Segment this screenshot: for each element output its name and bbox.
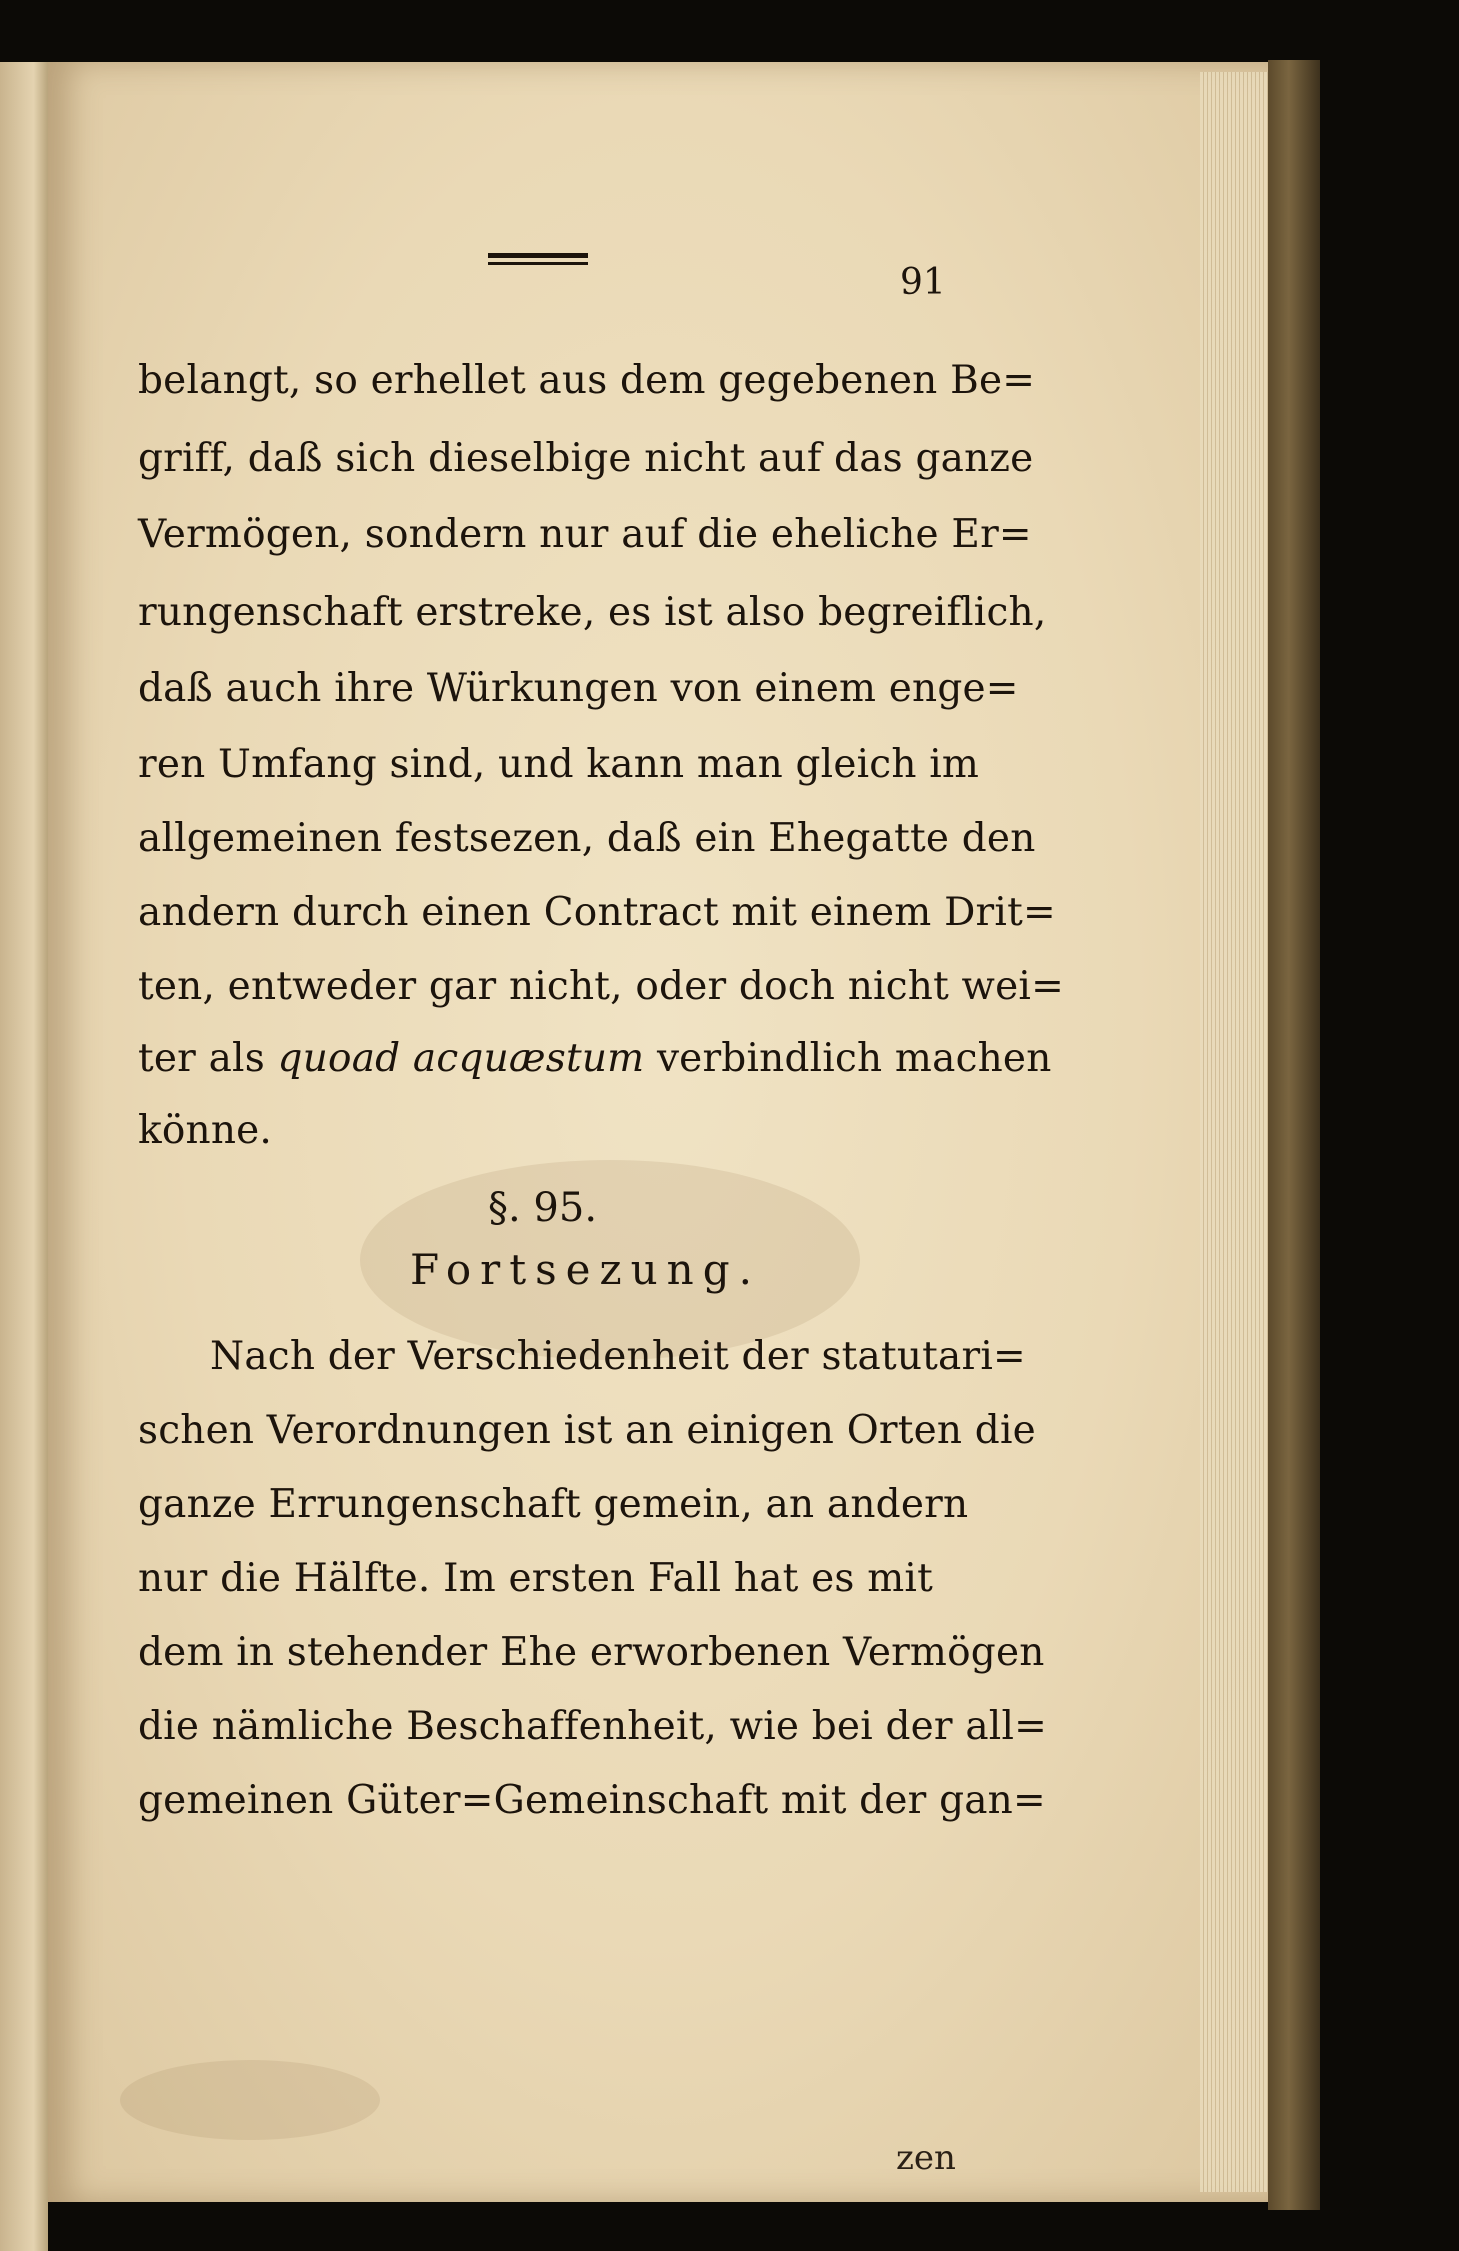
section-line-5: dem in stehender Ehe erworbenen Vermögen — [138, 1630, 1045, 1675]
body-line-10 — [138, 1036, 1052, 1081]
section-line-3: ganze Errungenschaft gemein, an andern — [138, 1482, 969, 1527]
body-line-4: rungenschaft erstreke, es ist also begreiflich, — [138, 590, 1047, 635]
catchword: zen — [896, 2138, 956, 2178]
section-line-7: gemeinen Güter=Gemeinschaft mit der gan= — [138, 1778, 1046, 1823]
page-fore-edge — [1200, 72, 1270, 2192]
body-line-2: griff, daß sich dieselbige nicht auf das ganze — [138, 436, 1034, 481]
body-line-7: allgemeinen festsezen, daß ein Ehegatte den — [138, 816, 1036, 861]
body-line-6: ren Umfang sind, und kann man gleich im — [138, 742, 980, 787]
body-line-10-start: ter als — [138, 1036, 265, 1081]
book-cover-edge — [1268, 60, 1320, 2210]
section-line-1: Nach der Verschiedenheit der statutari= — [210, 1334, 1026, 1379]
body-line-9: ten, entweder gar nicht, oder doch nicht wei= — [138, 964, 1064, 1009]
section-number: §. 95. — [488, 1185, 598, 1231]
body-line-11: könne. — [138, 1108, 273, 1153]
body-line-10-end: verbindlich machen — [656, 1036, 1052, 1081]
header-rule — [488, 253, 588, 265]
body-line-3: Vermögen, sondern nur auf die eheliche Er= — [138, 512, 1032, 557]
section-line-4: nur die Hälfte. Im ersten Fall hat es mit — [138, 1556, 933, 1601]
body-line-8: andern durch einen Contract mit einem Drit= — [138, 890, 1056, 935]
latin-phrase: quoad acquæstum — [277, 1036, 645, 1081]
body-line-5: daß auch ihre Würkungen von einem enge= — [138, 666, 1019, 711]
bleed-through-stain — [120, 2060, 380, 2140]
section-title: Fortsezung. — [410, 1245, 761, 1294]
body-line-1: belangt, so erhellet aus dem gegebenen Be= — [138, 358, 1036, 403]
facing-page-edge — [0, 62, 48, 2251]
page-number: 91 — [900, 262, 946, 303]
section-line-2: schen Verordnungen ist an einigen Orten die — [138, 1408, 1036, 1453]
section-line-6: die nämliche Beschaffenheit, wie bei der all= — [138, 1704, 1048, 1749]
